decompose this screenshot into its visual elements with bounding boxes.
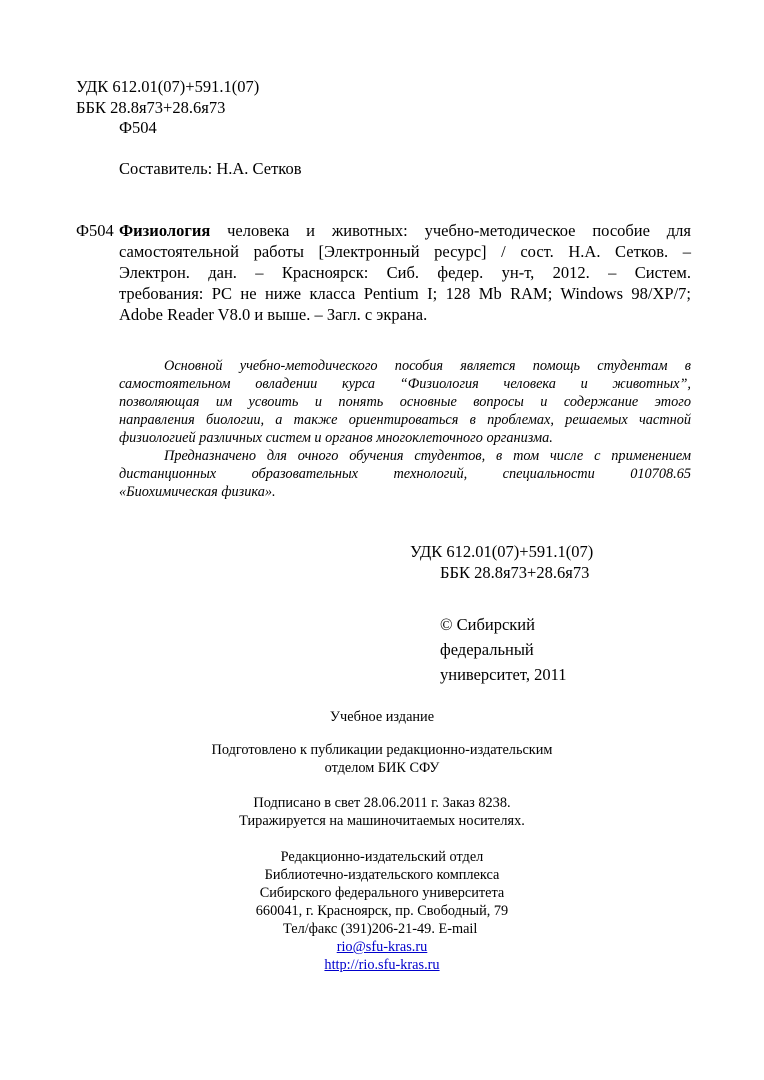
annotation-line: позволяющая им усвоить и понять основные вопросы и содержание этого: [119, 394, 691, 410]
annotation-line: самостоятельном овладении курса “Физиология человека и животных”,: [119, 376, 691, 392]
publisher-info: Редакционно-издательский отдел Библиотечно-издательского комплекса Сибирского федерального университета 660041, г. Красноярск, пр. Свободный, 79 Тел/факс (391)206-21-49. E-mail rio@sfu-kras.ru http://rio.sfu-kras.ru: [0, 848, 764, 974]
author-sign-code: Ф504: [119, 118, 157, 137]
bibliography-record: [119, 220, 691, 325]
annotation: [119, 357, 691, 501]
bibliography-line: самостоятельной работы [Электронный ресурс] / сост. Н.А. Сетков. –: [119, 242, 691, 261]
annotation-line: физиологией различных систем и органов многоклеточного организма.: [119, 430, 553, 446]
bibliography-line: требования: PC не ниже класса Pentium I; 128 Mb RAM; Windows 98/XP/7;: [119, 284, 691, 303]
contact-line: Тел/факс (391)206-21-49. E-mail rio@sfu-kras.ru: [283, 921, 481, 955]
website-link[interactable]: http://rio.sfu-kras.ru: [324, 957, 440, 973]
bibliography-line: Adobe Reader V8.0 и выше. – Загл. с экрана.: [119, 305, 428, 324]
udk-code: УДК 612.01(07)+591.1(07): [76, 77, 260, 96]
bibliography-code: Ф504: [76, 221, 114, 240]
email-link[interactable]: rio@sfu-kras.ru: [336, 939, 428, 955]
prepared-note: Подготовлено к публикации редакционно-издательским отделом БИК СФУ: [211, 742, 553, 776]
copyright-line: университет, 2011: [440, 665, 567, 684]
signed-note: Подписано в свет 28.06.2011 г. Заказ 8238. Тиражируется на машиночитаемых носителях.: [239, 795, 525, 829]
annotation-line: Основной учебно-методического пособия является помощь студентам в: [164, 358, 691, 374]
book-title: Физиология: [119, 221, 211, 240]
annotation-line: направления биологии, а также ориентироваться в проблемах, решаемых частной: [119, 412, 691, 428]
copyright-line: федеральный: [440, 640, 534, 659]
compiler-line: Составитель: Н.А. Сетков: [119, 159, 302, 178]
annotation-line: дистанционных образовательных технологий, специальности 010708.65: [119, 466, 691, 482]
bibliography-line: Физиология человека и животных: учебно-методическое пособие для: [119, 221, 691, 240]
annotation-line: «Биохимическая физика».: [119, 484, 276, 500]
annotation-line: Предназначено для очного обучения студентов, в том числе с применением: [164, 448, 691, 464]
bbk-code: ББК 28.8я73+28.6я73: [76, 98, 226, 117]
udk-code-right: УДК 612.01(07)+591.1(07): [410, 542, 594, 561]
copyright-line: © Сибирский: [440, 615, 535, 634]
edition-type: Учебное издание: [329, 709, 435, 725]
bbk-code-right: ББК 28.8я73+28.6я73: [440, 563, 590, 582]
bibliography-line: Электрон. дан. – Красноярск: Сиб. федер. ун-т, 2012. – Систем.: [119, 263, 691, 282]
